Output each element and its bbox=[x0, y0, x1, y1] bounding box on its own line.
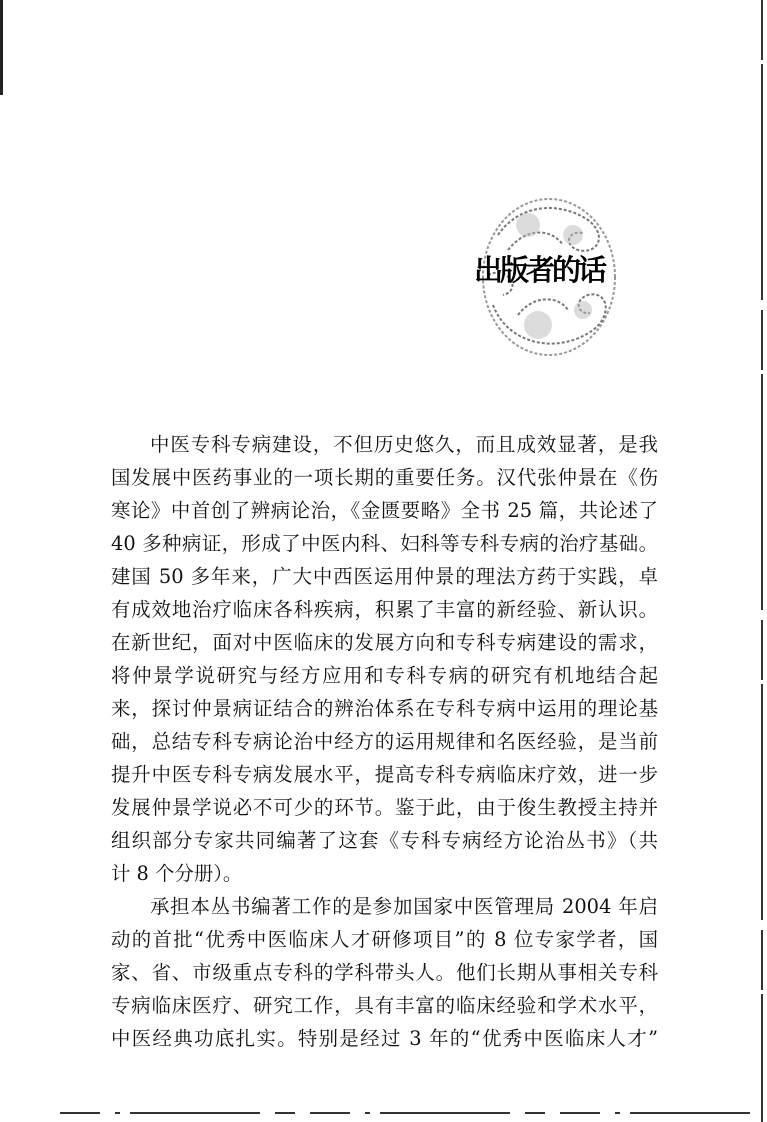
text-line: 中医专科专病建设，不但历史悠久，而且成效显著，是我 bbox=[150, 433, 658, 456]
text-line: 在新世纪，面对中医临床的发展方向和专科专病建设的需求， bbox=[111, 631, 658, 654]
text-line: 动的首批“优秀中医临床人才研修项目”的 8 位专家学者，国 bbox=[111, 928, 658, 951]
text-line: 专病临床医疗、研究工作，具有丰富的临床经验和学术水平， bbox=[111, 994, 658, 1017]
text-line: 40 多种病证，形成了中医内科、妇科等专科专病的治疗基础。 bbox=[111, 532, 658, 555]
page-edge-left bbox=[0, 0, 3, 95]
text-line: 有成效地治疗临床各科疾病，积累了丰富的新经验、新认识。 bbox=[111, 598, 658, 621]
text-line: 建国 50 多年来，广大中西医运用仲景的理法方药于实践，卓 bbox=[111, 565, 658, 588]
bottom-rule bbox=[60, 1112, 750, 1114]
text-line: 家、省、市级重点专科的学科带头人。他们长期从事相关专科 bbox=[111, 961, 658, 984]
text-line: 寒论》中首创了辨病论治，《金匮要略》全书 25 篇，共论述了 bbox=[111, 499, 658, 522]
page-title: 出版者的话 bbox=[474, 253, 605, 287]
text-line: 计 8 个分册）。 bbox=[111, 862, 243, 885]
text-line: 来，探讨仲景病证结合的辨治体系在专科专病中运用的理论基 bbox=[111, 697, 658, 720]
text-line: 组织部分专家共同编著了这套《专科专病经方论治丛书》（共 bbox=[111, 829, 658, 852]
body-text bbox=[111, 428, 658, 1055]
text-line: 中医经典功底扎实。特别是经过 3 年的“优秀中医临床人才” bbox=[111, 1027, 658, 1050]
page-edge-right bbox=[761, 0, 763, 1122]
text-line: 发展仲景学说必不可少的环节。鉴于此，由于俊生教授主持并 bbox=[111, 796, 658, 819]
text-line: 承担本丛书编著工作的是参加国家中医管理局 2004 年启 bbox=[150, 895, 658, 918]
text-line: 国发展中医药事业的一项长期的重要任务。汉代张仲景在《伤 bbox=[111, 466, 658, 489]
text-line: 将仲景学说研究与经方应用和专科专病的研究有机地结合起 bbox=[111, 664, 658, 687]
text-line: 提升中医专科专病发展水平，提高专科专病临床疗效，进一步 bbox=[111, 763, 658, 786]
text-line: 础，总结专科专病论治中经方的运用规律和名医经验，是当前 bbox=[111, 730, 658, 753]
